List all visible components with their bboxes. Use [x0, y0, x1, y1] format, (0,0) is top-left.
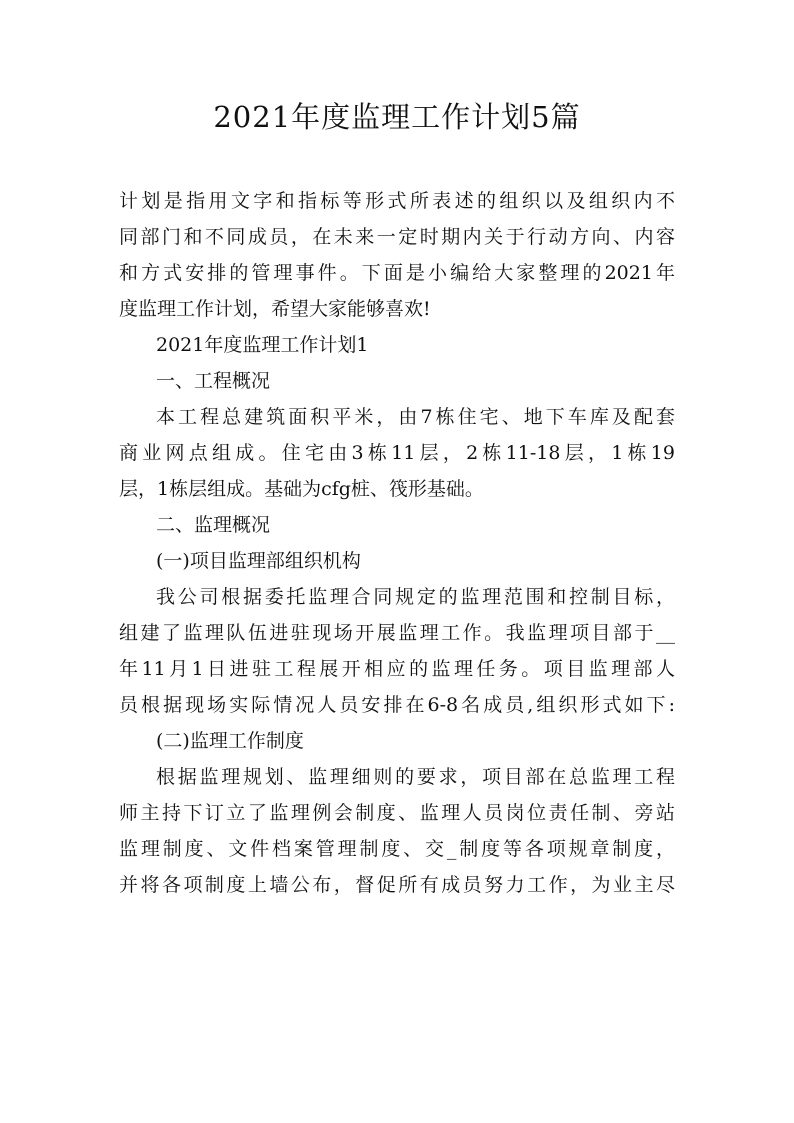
paragraph-line: 组建了监理队伍进驻现场开展监理工作。我监理项目部于__: [119, 622, 675, 644]
section-heading: 2021年度监理工作计划1: [156, 334, 369, 356]
paragraph-line: 商业网点组成。住宅由3栋11层，2栋11-18层，1栋19: [119, 442, 675, 464]
paragraph-line: 和方式安排的管理事件。下面是小编给大家整理的2021年: [119, 262, 675, 284]
paragraph-line: 根据监理规划、监理细则的要求，项目部在总监理工程: [156, 766, 675, 788]
document-title: 2021年度监理工作计划5篇: [213, 100, 581, 134]
paragraph-line: 师主持下订立了监理例会制度、监理人员岗位责任制、旁站: [119, 802, 675, 824]
subsection-heading: (一)项目监理部组织机构: [156, 550, 361, 572]
document-body: [119, 183, 675, 903]
paragraph-line: 层，1栋层组成。基础为cfg桩、筏形基础。: [119, 478, 484, 500]
subsection-heading: (二)监理工作制度: [156, 730, 304, 752]
section-heading: 一、工程概况: [156, 370, 271, 392]
paragraph-line: 员根据现场实际情况人员安排在6-8名成员,组织形式如下:: [119, 694, 675, 716]
paragraph-line: 年11月1日进驻工程展开相应的监理任务。项目监理部人: [119, 658, 675, 680]
paragraph-line: 同部门和不同成员，在未来一定时期内关于行动方向、内容: [119, 226, 675, 248]
paragraph-line: 监理制度、文件档案管理制度、交_制度等各项规章制度，: [119, 838, 675, 860]
paragraph-line: 度监理工作计划，希望大家能够喜欢!: [119, 298, 431, 320]
paragraph-line: 计划是指用文字和指标等形式所表述的组织以及组织内不: [119, 190, 675, 212]
paragraph-line: 并将各项制度上墙公布，督促所有成员努力工作，为业主尽: [119, 874, 675, 896]
paragraph-line: 本工程总建筑面积平米，由7栋住宅、地下车库及配套: [156, 406, 675, 428]
paragraph-line: 我公司根据委托监理合同规定的监理范围和控制目标，: [156, 586, 675, 608]
section-heading: 二、监理概况: [156, 514, 271, 536]
